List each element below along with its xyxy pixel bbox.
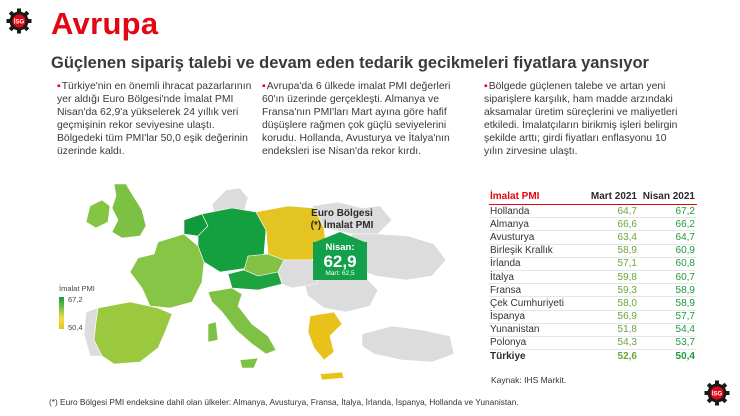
map-sicily [240, 358, 258, 368]
bullet-line: geçmişinin rekor seviyesine ulaştı. [57, 120, 215, 131]
gear-logo-icon [704, 380, 730, 406]
april-value: 66,2 [639, 218, 697, 231]
page-subtitle: Güçlenen sipariş talebi ve devam eden tedarik gecikmeleri fiyatlara yansıyor [51, 54, 649, 72]
march-value: 57,1 [583, 257, 639, 270]
country-cell: Çek Cumhuriyeti [489, 297, 583, 310]
table-total-row [489, 350, 697, 363]
map-united-kingdom [112, 184, 146, 238]
map-crete [320, 372, 344, 380]
bullet-marker-icon: ▪ [57, 81, 61, 92]
bullet-line: Bölgedeki tüm PMI'lar 50,0 eşik değerinin [57, 133, 248, 144]
bullet-column-2 [262, 80, 476, 158]
callout-value: 62,9 [323, 252, 357, 271]
april-value: 57,7 [639, 310, 697, 323]
bullet-line: korudu. Hollanda, Avusturya ve İtalya'nın [262, 133, 450, 144]
callout-previous-value: Mart: 62,5 [325, 270, 355, 277]
bullet-column-3 [484, 80, 684, 158]
april-value: 50,4 [639, 350, 697, 363]
country-cell: Fransa [489, 284, 583, 297]
table-row [489, 336, 697, 349]
table-row [489, 257, 697, 270]
table-row [489, 310, 697, 323]
march-value: 59,3 [583, 284, 639, 297]
country-cell: Almanya [489, 218, 583, 231]
bullet-line: şekilde arttı; girdi fiyatları enflasyonu 10 [484, 133, 667, 144]
march-value: 64,7 [583, 205, 639, 218]
march-value: 58,0 [583, 297, 639, 310]
source-note: Kaynak: IHS Markit. [491, 375, 567, 385]
bullet-line: etkiledi. İmalatçıların birikmiş işleri belirgin [484, 120, 678, 131]
table-row [489, 231, 697, 244]
country-cell: İtalya [489, 270, 583, 283]
legend-max-value: 67,2 [68, 295, 83, 304]
april-value: 60,9 [639, 244, 697, 257]
map-ireland [86, 200, 110, 228]
country-cell: Avusturya [489, 231, 583, 244]
europe-pmi-map [62, 184, 454, 394]
table-row [489, 297, 697, 310]
april-value: 54,4 [639, 323, 697, 336]
bullet-line: siparişlere karşılık, ham madde arzındaki [484, 94, 673, 105]
map-italy [208, 288, 276, 354]
map-legend [55, 284, 115, 344]
bullet-line: ▪Avrupa'da 6 ülkede imalat PMI değerleri [262, 81, 451, 92]
april-value: 64,7 [639, 231, 697, 244]
table-row [489, 270, 697, 283]
bullet-line: düşüşlere rağmen çok güçlü seviyelerini [262, 120, 447, 131]
bullet-line: Nisan'da 62,9'a yükselerek 24 yıllık veri [57, 107, 239, 118]
legend-title: İmalat PMI [59, 284, 95, 293]
footnote: (*) Euro Bölgesi PMI endeksine dahil olan ülkeler: Almanya, Avusturya, Fransa, İtalya, İrlanda, İspanya, Hollanda ve Yunanistan. [49, 397, 519, 407]
gear-logo-icon [6, 8, 32, 34]
page-title: Avrupa [51, 6, 159, 41]
table-header-row [489, 190, 697, 205]
bullet-line: 60'ın üzerinde gerçekleşti. Almanya ve [262, 94, 439, 105]
march-value: 63,4 [583, 231, 639, 244]
legend-gradient-bar [59, 297, 64, 329]
pmi-table [489, 190, 697, 363]
bullet-line: üzerinde kaldı. [57, 146, 125, 157]
bullet-column-1 [57, 80, 253, 158]
bullet-marker-icon: ▪ [262, 81, 266, 92]
table-header-march: Mart 2021 [583, 190, 639, 205]
table-row [489, 205, 697, 218]
map-greece [308, 312, 342, 360]
logo-text: İSG [13, 19, 25, 26]
country-cell: Hollanda [489, 205, 583, 218]
march-value: 59,8 [583, 270, 639, 283]
legend-min-value: 50,4 [68, 323, 83, 332]
april-value: 60,7 [639, 270, 697, 283]
april-value: 60,8 [639, 257, 697, 270]
country-cell: Polonya [489, 336, 583, 349]
march-value: 58,9 [583, 244, 639, 257]
april-value: 67,2 [639, 205, 697, 218]
april-value: 58,9 [639, 297, 697, 310]
march-value: 52,6 [583, 350, 639, 363]
map-sardinia [208, 322, 218, 342]
march-value: 66,6 [583, 218, 639, 231]
table-row [489, 323, 697, 336]
bullet-line: aksamalar üretim süreçlerini ve maliyetleri [484, 107, 678, 118]
euro-area-pmi-callout [313, 242, 367, 280]
table-row [489, 244, 697, 257]
bullet-line: yılın zirvesine ulaştı. [484, 146, 578, 157]
bullet-line: endeksleri ise Nisan'da rekor kırdı. [262, 146, 422, 157]
bullet-line: yer aldığı Euro Bölgesi'nde İmalat PMI [57, 94, 234, 105]
logo-text: İSG [711, 391, 723, 398]
bullet-marker-icon: ▪ [484, 81, 488, 92]
callout-label: Nisan: [325, 242, 355, 253]
table-row [489, 218, 697, 231]
march-value: 56,9 [583, 310, 639, 323]
table-header-april: Nisan 2021 [639, 190, 697, 205]
country-cell: İrlanda [489, 257, 583, 270]
bullet-line: Fransa'nın PMI'ları Mart ayına göre hafif [262, 107, 447, 118]
march-value: 54,3 [583, 336, 639, 349]
country-cell: Türkiye [489, 350, 583, 363]
europe-map-graphic [62, 184, 454, 394]
euro-area-callout-title: Euro Bölgesi (*) İmalat PMI [310, 208, 374, 231]
bullet-line: ▪Türkiye'nin en önemli ihracat pazarlarının [57, 81, 252, 92]
map-turkey [362, 326, 454, 362]
bullet-line: ▪Bölgede güçlenen talebe ve artan yeni [484, 81, 666, 92]
isg-logo-bottom [704, 380, 730, 406]
country-cell: Birleşik Krallık [489, 244, 583, 257]
table-header-country: İmalat PMI [489, 190, 583, 205]
table-row [489, 284, 697, 297]
isg-logo [6, 8, 32, 34]
map-france [130, 234, 204, 308]
april-value: 58,9 [639, 284, 697, 297]
country-cell: Yunanistan [489, 323, 583, 336]
country-cell: İspanya [489, 310, 583, 323]
march-value: 51,8 [583, 323, 639, 336]
april-value: 53,7 [639, 336, 697, 349]
